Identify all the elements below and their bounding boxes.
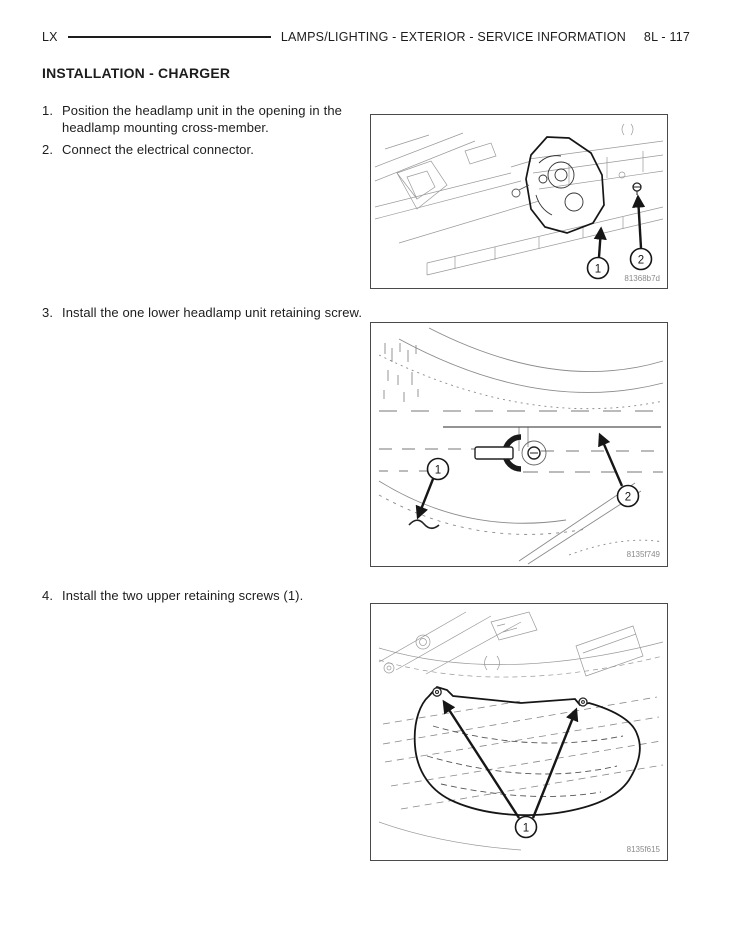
step-text: Install the one lower headlamp unit retaining screw. [62, 305, 363, 320]
headlamp-unit [512, 137, 604, 233]
step-text: Position the headlamp unit in the opening in the headlamp mounting cross-member. [62, 103, 342, 135]
callout-number: 1 [522, 822, 530, 835]
callout-1 [409, 459, 449, 529]
fascia-sketch [379, 328, 663, 564]
clip-hook [409, 520, 439, 528]
callout-2 [631, 197, 652, 270]
figure-code: 8135f749 [626, 550, 660, 559]
procedure-step-4 [42, 587, 364, 604]
figure-lower-screw [370, 322, 668, 567]
chapter-title: LAMPS/LIGHTING - EXTERIOR - SERVICE INFORMATION [280, 30, 626, 44]
procedure-step-3 [42, 304, 364, 321]
figure-code: 8135f615 [626, 845, 660, 854]
step-number: 2. [42, 142, 54, 157]
callout-number: 1 [434, 464, 442, 477]
wrench-and-screw [475, 437, 546, 469]
step-number: 1. [42, 103, 54, 118]
callout-number: 2 [624, 491, 632, 504]
header-rule [68, 36, 271, 38]
step-text: Install the two upper retaining screws (1). [62, 588, 304, 603]
procedure-steps-1-2 [42, 102, 342, 158]
section-title: INSTALLATION - CHARGER [42, 65, 231, 81]
step-3 [42, 304, 364, 321]
callout-number: 1 [594, 263, 602, 276]
retaining-screw [633, 183, 641, 195]
chassis-sketch [375, 124, 663, 275]
callout-1 [444, 702, 576, 838]
step-4 [42, 587, 364, 604]
figure-1-illustration [371, 115, 667, 288]
callout-2 [600, 435, 639, 507]
figure-code: 81368b7d [624, 274, 660, 283]
step-number: 4. [42, 588, 54, 603]
page-number: 8L - 117 [643, 30, 690, 44]
figure-upper-screws [370, 603, 668, 861]
page-header [42, 30, 690, 44]
callout-number: 2 [637, 254, 645, 267]
step-1 [42, 102, 342, 136]
step-number: 3. [42, 305, 54, 320]
figure-2-illustration [371, 323, 667, 566]
headlamp-outline [415, 687, 640, 815]
step-text: Connect the electrical connector. [62, 142, 254, 157]
figure-3-illustration [371, 604, 667, 860]
step-2 [42, 141, 342, 158]
model-code: LX [42, 30, 58, 44]
figure-headlamp-position [370, 114, 668, 289]
